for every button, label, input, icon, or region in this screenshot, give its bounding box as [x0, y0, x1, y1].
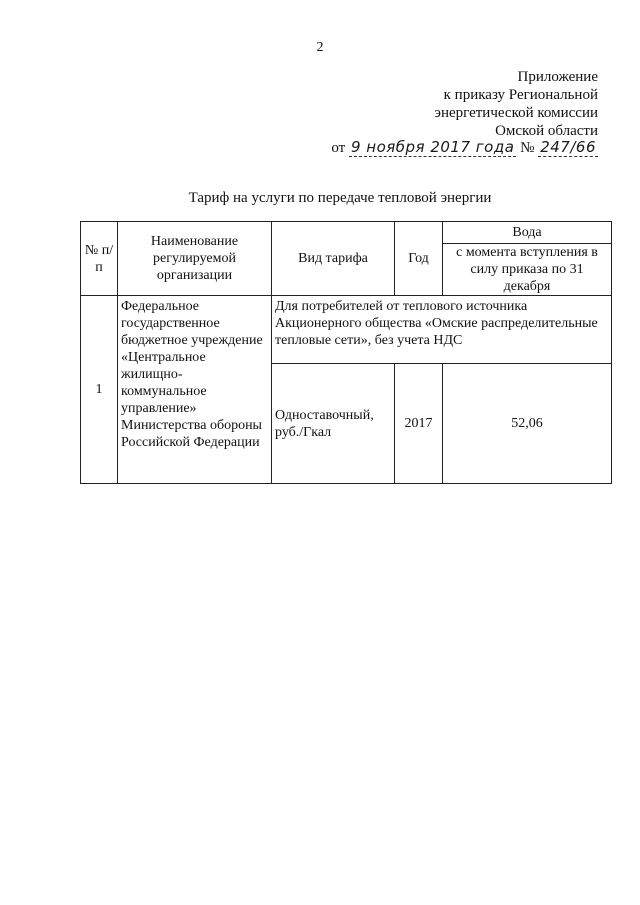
appendix-title: Приложение — [517, 69, 598, 85]
order-line — [331, 137, 598, 158]
cell-value: 52,06 — [443, 364, 612, 484]
table-row — [81, 296, 612, 364]
cell-tariff-type: Одноставочный, руб./Гкал — [272, 364, 395, 484]
appendix-line: энергетической комиссии — [434, 105, 598, 121]
page-number: 2 — [316, 40, 324, 55]
order-date-handwritten: 9 ноября 2017 года — [350, 138, 515, 156]
appendix-line: Омской области — [495, 123, 598, 139]
cell-organization: Федеральное государственное бюджетное учреждение «Центральное жилищно-коммунальное управление» Министерства обороны Российской Федерации — [118, 296, 272, 484]
header-tariff-type: Вид тарифа — [272, 222, 395, 296]
tariff-table — [80, 221, 612, 484]
document-title: Тариф на услуги по передаче тепловой энергии — [188, 190, 492, 206]
order-number-label: № — [520, 140, 535, 156]
header-period: с момента вступления в силу приказа по 31 декабря — [443, 244, 612, 296]
cell-year: 2017 — [395, 364, 443, 484]
cell-consumer-note: Для потребителей от теплового источника Акционерного общества «Омские распределительные тепловые сети», без учета НДС — [272, 296, 612, 364]
header-water: Вода — [443, 222, 612, 244]
order-prefix: от — [331, 140, 346, 156]
header-year: Год — [395, 222, 443, 296]
cell-row-number: 1 — [81, 296, 118, 484]
appendix-line: к приказу Региональной — [443, 87, 598, 103]
appendix-block — [435, 68, 598, 140]
header-number: № п/п — [81, 222, 118, 296]
order-number-handwritten: 247/66 — [540, 138, 596, 156]
header-organization: Наименование регулируемой организации — [118, 222, 272, 296]
